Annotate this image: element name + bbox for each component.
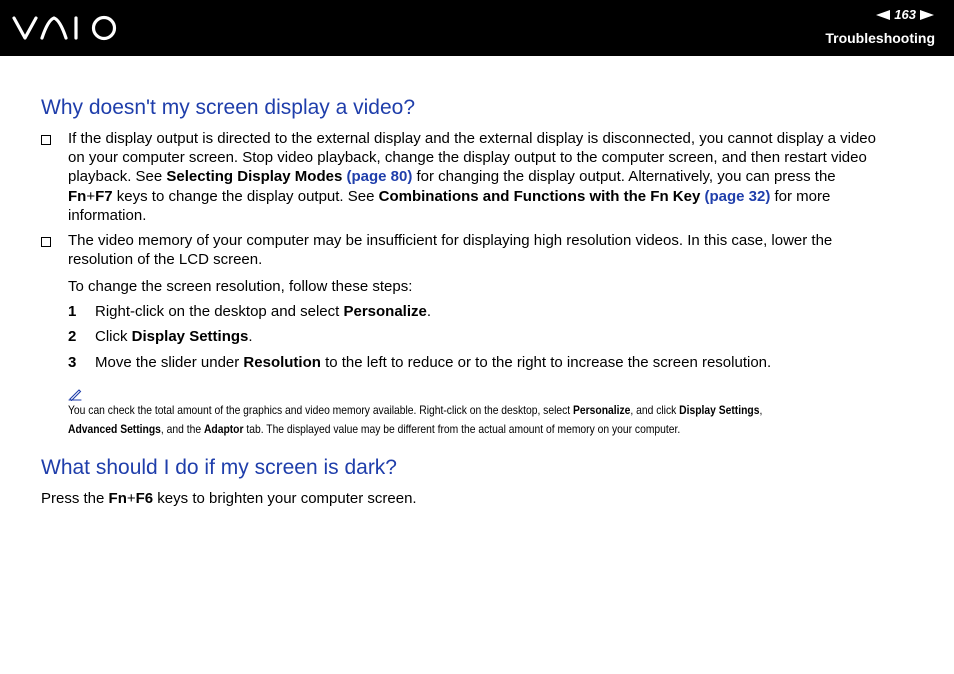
text-line: resolution of the LCD screen.: [68, 251, 263, 269]
page-number: 163: [894, 7, 916, 22]
text: , and click: [630, 403, 680, 417]
bullet-icon: [41, 130, 51, 148]
key-name: F6: [135, 490, 154, 507]
vaio-logo: [12, 14, 120, 42]
page-link-80[interactable]: (page 80): [346, 168, 413, 186]
text: to the left to reduce or to the right to increase the screen resolution.: [320, 354, 772, 371]
step-number: 1: [68, 303, 77, 320]
next-page-icon[interactable]: [920, 10, 934, 20]
text-line: The video memory of your computer may be insufficient for displaying high resolution videos. In this case, lower the: [68, 232, 833, 249]
step-text: [95, 354, 771, 371]
key-name: F7: [95, 187, 113, 205]
note-text: [68, 401, 928, 438]
page-header: [0, 0, 954, 56]
text-line: If the display output is directed to the external display and the external display is disconnected, you cannot display a video: [68, 130, 876, 147]
text: keys to brighten your computer screen.: [153, 490, 417, 507]
text-line: on your computer screen. Stop video playback, change the display output to the computer screen, and then restart video: [68, 149, 867, 167]
text: playback. See: [68, 168, 167, 186]
text-line: [68, 167, 928, 186]
text-line: information.: [68, 206, 147, 224]
text: .: [426, 303, 432, 320]
step-number: 3: [68, 354, 77, 371]
bullet-paragraph-2: [68, 231, 928, 269]
page-link-32[interactable]: (page 32): [704, 187, 771, 205]
text: for more: [770, 187, 831, 205]
step-text: [95, 328, 253, 345]
ui-term: Display Settings: [131, 328, 249, 345]
steps-intro: To change the screen resolution, follow these steps:: [68, 278, 413, 295]
step-text: [95, 303, 431, 320]
ui-term: Personalize: [573, 403, 631, 417]
link-term: Combinations and Functions with the Fn Key: [378, 187, 701, 205]
bullet-icon: [41, 232, 51, 250]
text: .: [248, 328, 253, 345]
step-number: 2: [68, 328, 77, 345]
note-pencil-icon: [68, 387, 82, 401]
text: +: [126, 490, 136, 507]
ui-term: Adaptor: [203, 421, 244, 436]
page-navigation: [876, 7, 934, 22]
ui-term: Display Settings: [679, 403, 760, 417]
text: keys to change the display output. See: [112, 187, 379, 205]
previous-page-icon[interactable]: [876, 10, 890, 20]
text: +: [86, 187, 96, 205]
ui-term: Resolution: [243, 354, 321, 371]
text: You can check the total amount of the graphics and video memory available. Right-click on the desktop, select: [68, 403, 574, 417]
text: ,: [759, 403, 763, 417]
text: Right-click on the desktop and select: [95, 303, 344, 320]
link-term: Selecting Display Modes: [166, 168, 343, 186]
bullet-paragraph-1: [68, 129, 928, 225]
section-title-video: Why doesn't my screen display a video?: [41, 96, 416, 119]
text-line: [68, 401, 928, 420]
text: Press the: [41, 490, 109, 507]
dark-screen-paragraph: [41, 489, 417, 508]
text: Click: [95, 328, 132, 345]
text: tab. The displayed value may be different from the actual amount of memory on your computer.: [243, 421, 681, 436]
ui-term: Personalize: [343, 303, 427, 320]
key-name: Fn: [108, 490, 127, 507]
section-title-dark-screen: What should I do if my screen is dark?: [41, 456, 397, 479]
text-line: [68, 187, 928, 206]
text-line: [68, 420, 928, 439]
text: for changing the display output. Alternatively, you can press the: [412, 168, 836, 186]
text: Move the slider under: [95, 354, 244, 371]
ui-term: Advanced Settings: [68, 421, 161, 436]
section-label: Troubleshooting: [825, 30, 935, 46]
key-name: Fn: [68, 187, 87, 205]
text: , and the: [160, 421, 204, 436]
